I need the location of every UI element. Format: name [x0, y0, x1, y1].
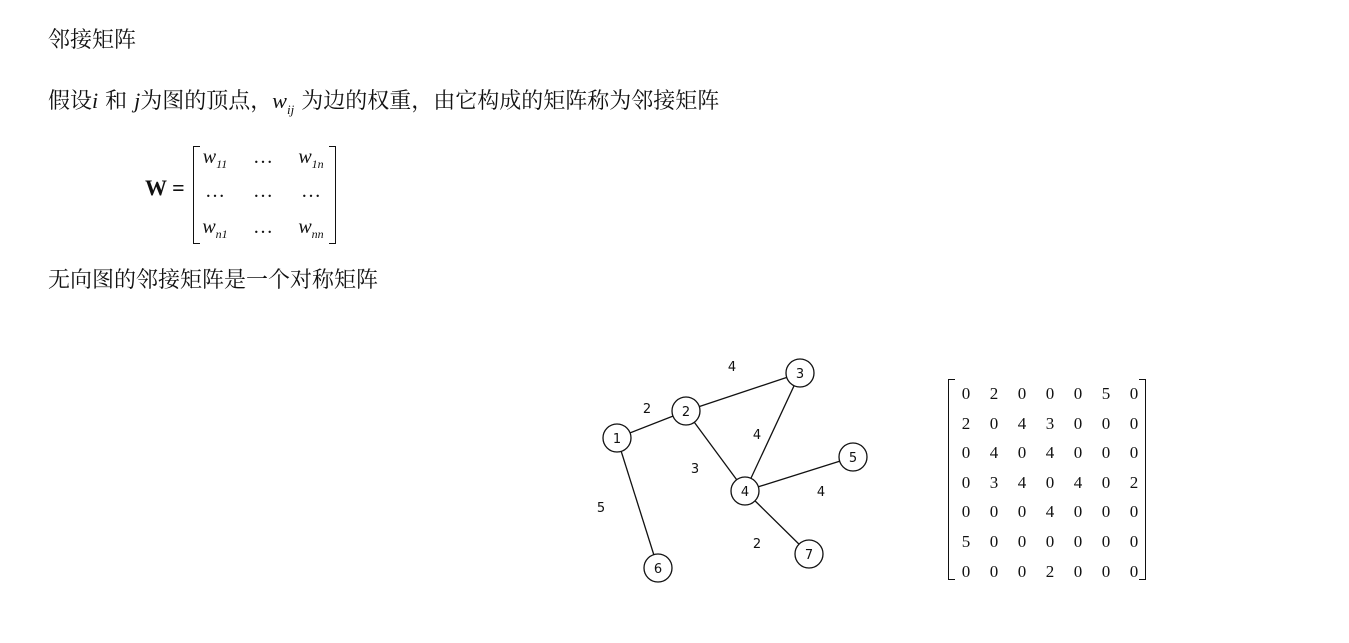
graph-edge	[745, 457, 853, 491]
adjacency-cell: 0	[1101, 443, 1111, 463]
adjacency-cell: 0	[1073, 384, 1083, 403]
adjacency-cell: 0	[1129, 561, 1139, 581]
matrix-w-cell-sub: 1n	[311, 157, 324, 171]
graph-node-label: 6	[653, 562, 663, 577]
adjacency-cell: 3	[989, 472, 999, 492]
adjacency-cell: 0	[989, 502, 999, 522]
adjacency-cell: 4	[1045, 443, 1055, 463]
adjacency-cell: 0	[1017, 531, 1027, 551]
var-w-base: w	[272, 88, 287, 113]
adjacency-cell: 0	[961, 443, 971, 463]
graph-node	[672, 397, 700, 425]
adjacency-cell: 4	[1045, 502, 1055, 522]
matrix-w-equation	[145, 140, 345, 250]
matrix-w-cell	[291, 216, 331, 242]
adjacency-cell: 0	[1101, 413, 1111, 433]
adjacency-cell: 0	[1073, 443, 1083, 463]
matrix-w-cell-base: w	[202, 146, 217, 168]
graph-node	[795, 540, 823, 568]
matrix-w-cell	[291, 180, 331, 203]
definition-pre: 假设	[48, 89, 93, 114]
adjacency-matrix	[948, 379, 1146, 579]
edge-weight-label: 4	[752, 428, 762, 443]
graph-node-label: 4	[740, 485, 750, 500]
graph-edge	[617, 438, 658, 568]
adjacency-cell: 0	[1017, 384, 1027, 403]
symmetry-text: 无向图的邻接矩阵是一个对称矩阵	[48, 268, 379, 293]
graph-node-label: 5	[848, 451, 858, 466]
adjacency-cell: 0	[1073, 413, 1083, 433]
adjacency-cell: 0	[1129, 502, 1139, 522]
adjacency-cell: 0	[961, 502, 971, 522]
graph-node	[731, 477, 759, 505]
matrix-w-cell-sub: 11	[216, 157, 228, 171]
var-j: j	[134, 88, 141, 113]
adjacency-cell: 0	[1017, 443, 1027, 463]
adjacency-cell: 5	[961, 531, 971, 551]
adjacency-cell: 2	[1045, 561, 1055, 581]
matrix-w-cell	[195, 180, 235, 203]
graph-node-label: 7	[804, 548, 814, 563]
graph-edge	[686, 373, 800, 411]
graph-node	[644, 554, 672, 582]
graph-node	[839, 443, 867, 471]
adjacency-cell: 0	[1101, 531, 1111, 551]
weighted-graph	[580, 350, 880, 600]
adjacency-cell: 5	[1101, 384, 1111, 403]
adjacency-cell: 2	[1129, 472, 1139, 492]
matrix-w-cell-base: w	[298, 146, 312, 168]
adjacency-cell: 0	[1101, 561, 1111, 581]
adjacency-cell: 0	[1129, 413, 1139, 433]
adjacency-cell: 2	[989, 384, 999, 403]
adjacency-cell: 4	[989, 443, 999, 463]
adjacency-cell: 0	[961, 472, 971, 492]
graph-node-label: 2	[681, 405, 691, 420]
definition-post: 为边的权重，由它构成的矩阵称为邻接矩阵	[294, 89, 720, 114]
adjacency-cell: 0	[961, 384, 971, 403]
matrix-w-cell-base: w	[202, 216, 216, 238]
adjacency-cell: 2	[961, 413, 971, 433]
matrix-w-cell-base: …	[205, 180, 225, 202]
adjacency-cell: 0	[1129, 443, 1139, 463]
graph-node-label: 1	[612, 432, 622, 447]
matrix-w-cell	[243, 146, 283, 169]
edge-weight-label: 3	[690, 462, 700, 477]
adjacency-cell: 0	[989, 531, 999, 551]
matrix-w-cell-base: …	[253, 146, 273, 168]
matrix-w-cell	[243, 180, 283, 203]
definition-mid: 为图的顶点，	[140, 89, 273, 114]
adjacency-cell: 0	[1017, 561, 1027, 581]
edge-weight-label: 4	[727, 360, 737, 375]
adjacency-cell: 0	[989, 413, 999, 433]
adjacency-cell: 0	[961, 561, 971, 581]
adjacency-grid	[952, 379, 1148, 586]
adjacency-cell: 0	[1101, 472, 1111, 492]
matrix-w-cell	[243, 216, 283, 239]
graph-edge	[686, 411, 745, 491]
adjacency-cell: 3	[1045, 413, 1055, 433]
adjacency-cell: 0	[1073, 502, 1083, 522]
matrix-w-lhs: W =	[145, 175, 185, 200]
adjacency-cell: 4	[1017, 472, 1027, 492]
page-title: 邻接矩阵	[48, 28, 137, 53]
graph-node	[786, 359, 814, 387]
adjacency-cell: 0	[1073, 561, 1083, 581]
adjacency-cell: 0	[1129, 384, 1139, 403]
adjacency-cell: 0	[989, 561, 999, 581]
definition-text	[48, 86, 719, 125]
graph-node	[603, 424, 631, 452]
matrix-w-cell-sub: n1	[215, 227, 228, 241]
matrix-w-cell	[195, 216, 235, 242]
matrix-w-cell-base: w	[298, 216, 312, 238]
definition-and: 和	[98, 89, 135, 114]
edge-weight-label: 5	[596, 501, 606, 516]
var-w-sub: ij	[286, 102, 295, 117]
adjacency-cell: 0	[1045, 531, 1055, 551]
adjacency-cell: 0	[1073, 531, 1083, 551]
adjacency-cell: 0	[1129, 531, 1139, 551]
var-w	[272, 88, 295, 117]
adjacency-cell: 4	[1017, 413, 1027, 433]
matrix-w-cell-base: …	[301, 180, 321, 202]
adjacency-cell: 0	[1045, 384, 1055, 403]
var-i: i	[92, 88, 99, 113]
matrix-w-cell-base: …	[253, 216, 273, 238]
matrix-w-cell-base: …	[253, 180, 273, 202]
adjacency-cell: 0	[1017, 502, 1027, 522]
adjacency-cell: 0	[1101, 502, 1111, 522]
graph-node-label: 3	[795, 367, 805, 382]
matrix-w-cell	[195, 146, 235, 172]
edge-weight-label: 2	[642, 402, 652, 417]
matrix-w-cell-sub: nn	[311, 227, 324, 241]
edge-weight-label: 4	[816, 485, 826, 500]
edge-weight-label: 2	[752, 537, 762, 552]
matrix-w-cell	[291, 146, 331, 172]
adjacency-cell: 0	[1045, 472, 1055, 492]
adjacency-cell: 4	[1073, 472, 1083, 492]
